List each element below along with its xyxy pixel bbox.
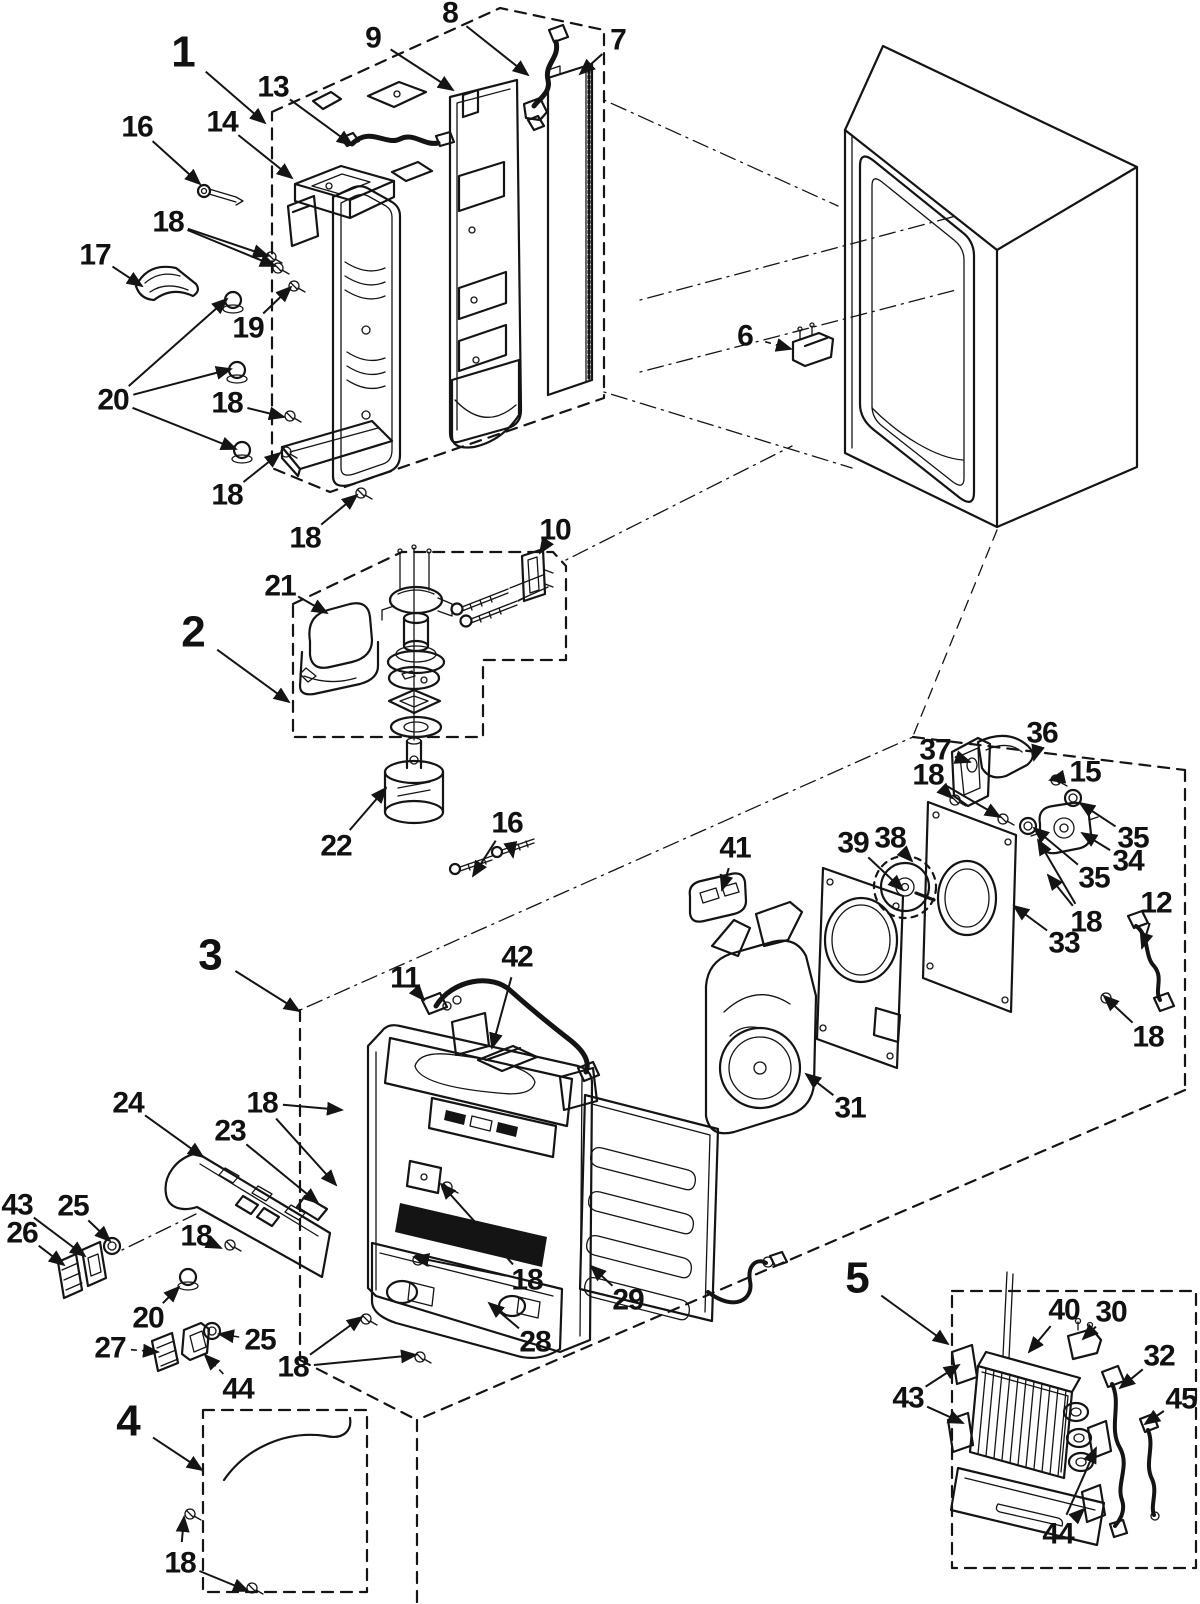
part-number-40: 40	[1048, 1293, 1080, 1327]
evap-fins	[978, 1368, 1066, 1476]
part-number-30: 30	[1095, 1295, 1127, 1329]
screw-18	[1101, 993, 1117, 1004]
screw-18	[247, 1583, 263, 1594]
callout-4-49	[116, 1397, 202, 1471]
part-number-21: 21	[264, 569, 296, 603]
part-number-12: 12	[1140, 886, 1172, 920]
callout-6-14	[737, 320, 791, 353]
plug-button-20	[227, 362, 247, 383]
leader-line	[1082, 833, 1110, 850]
callout-35-26	[1034, 828, 1110, 895]
part-number-2: 2	[181, 607, 205, 657]
part-number-43: 43	[892, 1381, 924, 1415]
door-liner-9	[450, 80, 521, 448]
part-number-15: 15	[1069, 755, 1101, 789]
callout-24-37	[112, 1087, 203, 1158]
evap-cover-frame-28	[361, 1025, 592, 1363]
leader-line	[1104, 996, 1133, 1023]
callout-16-19	[473, 807, 523, 877]
back-panel	[817, 868, 903, 1068]
callout-10-15	[539, 514, 571, 554]
leader-line	[244, 453, 281, 482]
part-number-3: 3	[198, 930, 222, 980]
wire-harness-13	[341, 132, 454, 146]
projection-lines	[566, 100, 956, 560]
leader-line	[310, 1317, 362, 1355]
part-number-4: 4	[116, 1396, 140, 1446]
callout-22-18	[320, 788, 386, 863]
part-number-18: 18	[912, 758, 944, 792]
part-number-18: 18	[277, 1350, 309, 1384]
callout-18-12	[211, 453, 280, 512]
door-assembly-group	[136, 8, 604, 499]
ff-cover-24	[166, 1153, 330, 1277]
leader-line	[163, 1287, 179, 1303]
callout-18-22	[912, 759, 1000, 818]
leader-line	[187, 230, 275, 266]
screw-18	[356, 488, 372, 499]
leader-line	[1029, 1326, 1051, 1352]
part-number-24: 24	[112, 1086, 144, 1120]
leader-line	[492, 977, 511, 1048]
part-number-35: 35	[1078, 861, 1110, 895]
fan-duct-31	[706, 902, 816, 1133]
part-number-19: 19	[232, 311, 264, 345]
leader-line	[722, 868, 729, 890]
callout-32-57	[1120, 1340, 1175, 1389]
callout-30-56	[1083, 1296, 1127, 1340]
callout-3-34	[198, 931, 299, 1012]
part-number-25: 25	[244, 1323, 276, 1357]
callout-9-2	[365, 22, 453, 91]
callout-45-58	[1145, 1383, 1197, 1425]
leader-line	[263, 287, 291, 314]
callout-20-10	[97, 299, 236, 449]
part-number-18: 18	[211, 478, 243, 512]
callout-18-7	[152, 206, 275, 267]
callout-27-45	[94, 1332, 158, 1365]
part-number-17: 17	[79, 238, 111, 272]
cabinet-top-face	[845, 46, 1137, 250]
leader-line	[955, 757, 970, 762]
part-number-16: 16	[121, 110, 153, 144]
callout-16-5	[121, 111, 200, 185]
leader-line	[34, 1218, 85, 1256]
plug-button-20	[223, 292, 243, 313]
part-number-9: 9	[365, 21, 381, 55]
callout-40-55	[1029, 1294, 1080, 1353]
callout-18-38	[246, 1087, 342, 1186]
part-number-16: 16	[491, 806, 523, 840]
callout-14-6	[206, 106, 292, 179]
part-number-39: 39	[837, 826, 869, 860]
part-number-36: 36	[1026, 716, 1058, 750]
callout-18-61	[164, 1517, 248, 1591]
leader-line	[215, 1245, 221, 1248]
part-number-18: 18	[211, 386, 243, 420]
part-number-18: 18	[1070, 905, 1102, 939]
leader-line	[88, 1220, 110, 1241]
part-number-8: 8	[442, 0, 458, 30]
cover-41	[690, 873, 746, 921]
part-number-35: 35	[1117, 821, 1149, 855]
callout-25-41	[57, 1190, 110, 1242]
part-number-32: 32	[1143, 1339, 1175, 1373]
part-number-29: 29	[612, 1283, 644, 1317]
screw-18	[273, 263, 289, 274]
leader-line	[1145, 1411, 1164, 1424]
part-number-6: 6	[737, 319, 753, 353]
leader-line	[153, 141, 200, 184]
icemaker-mount-stack	[382, 545, 452, 740]
leader-line	[806, 1074, 833, 1095]
part-number-44: 44	[222, 1372, 254, 1406]
part-number-13: 13	[257, 70, 289, 104]
leader-line	[591, 1266, 613, 1286]
leader-line	[182, 1517, 184, 1542]
leader-line	[419, 994, 424, 1000]
handle-17	[136, 267, 198, 300]
hinge-pin-16	[198, 185, 243, 205]
part-number-5: 5	[845, 1253, 869, 1303]
door-cap	[295, 166, 394, 218]
callout-11-35	[390, 962, 424, 1001]
plug-button-20	[232, 442, 252, 463]
part-number-41: 41	[719, 831, 751, 865]
plate-hole	[394, 91, 400, 97]
wire-harness-32	[1102, 1366, 1127, 1537]
callout-18-13	[289, 495, 357, 555]
leader-line	[217, 650, 289, 702]
door-panel-7	[548, 64, 592, 395]
screw-18	[266, 252, 282, 263]
opening-floor	[872, 408, 963, 460]
part-number-18: 18	[246, 1086, 278, 1120]
part-number-43: 43	[1, 1188, 33, 1222]
leader-line	[1034, 753, 1036, 760]
part-number-25: 25	[57, 1189, 89, 1223]
part-number-18: 18	[180, 1219, 212, 1253]
leader-line	[927, 1407, 963, 1423]
heater-tube	[224, 1470, 343, 1562]
part-number-31: 31	[834, 1091, 866, 1125]
part-number-45: 45	[1165, 1382, 1197, 1416]
fan-blade-38	[874, 856, 936, 918]
part-number-14: 14	[206, 105, 238, 139]
leader-line	[391, 49, 453, 90]
leader-line	[765, 342, 791, 349]
leader-line	[926, 1365, 959, 1387]
leader-line	[298, 597, 327, 614]
part-number-37: 37	[919, 733, 951, 767]
leader-line	[350, 788, 386, 830]
top-plates	[313, 82, 432, 181]
part-number-18: 18	[1132, 1020, 1164, 1054]
part-number-34: 34	[1112, 844, 1144, 878]
callout-12-30	[1140, 887, 1172, 949]
part-number-20: 20	[132, 1301, 164, 1335]
part-number-23: 23	[214, 1114, 246, 1148]
screw-18	[285, 411, 301, 422]
cabinet-group	[566, 46, 1137, 736]
leader-line	[235, 971, 299, 1011]
icemaker-body-21	[300, 603, 378, 694]
callout-26-42	[6, 1217, 64, 1266]
icemaker-screws	[452, 575, 549, 627]
leader-line	[205, 1355, 223, 1374]
wire-harness-45	[1140, 1414, 1159, 1520]
part-number-18: 18	[511, 1263, 543, 1297]
fan-plate-33	[923, 795, 1016, 1012]
part-number-10: 10	[539, 513, 571, 547]
leader-line	[881, 1296, 948, 1344]
wire-harness-8	[524, 25, 568, 130]
projection-line-bottom	[913, 530, 997, 736]
part-number-33: 33	[1048, 926, 1080, 960]
callout-5-54	[845, 1254, 948, 1345]
part-number-42: 42	[501, 940, 533, 974]
part-number-11: 11	[390, 961, 420, 995]
callout-31-53	[806, 1074, 866, 1125]
leader-line	[39, 1246, 64, 1265]
callout-25-46	[219, 1324, 276, 1357]
part-number-18: 18	[164, 1546, 196, 1580]
callout-17-8	[79, 239, 142, 287]
auger-motor-22	[385, 738, 443, 823]
leader-line	[283, 1105, 342, 1110]
screw-19	[289, 281, 305, 292]
part-number-26: 26	[6, 1216, 38, 1250]
callout-2-17	[181, 608, 289, 703]
defrost-heater-group	[185, 1410, 367, 1594]
callout-41-27	[719, 832, 751, 891]
part-number-1: 1	[171, 27, 195, 77]
evap-pipe	[1003, 1272, 1013, 1358]
part-number-27: 27	[94, 1331, 126, 1365]
leader-line	[466, 26, 528, 75]
leader-line	[1080, 803, 1116, 826]
leader-line	[321, 495, 357, 525]
part-number-7: 7	[610, 23, 626, 57]
leader-line	[314, 1355, 416, 1365]
callout-18-48	[277, 1317, 416, 1384]
screw-18	[185, 1509, 201, 1520]
callout-44-47	[205, 1355, 255, 1406]
callout-23-39	[214, 1115, 318, 1204]
leader-line	[199, 1571, 248, 1591]
leader-line	[943, 790, 952, 799]
leader-line	[188, 229, 268, 256]
leader-line	[473, 841, 496, 876]
leader-line	[219, 1334, 239, 1337]
leader-line	[247, 408, 284, 417]
leader-line	[153, 1438, 202, 1470]
bolts-16	[450, 839, 534, 874]
cabinet-right-face	[997, 167, 1137, 527]
heater-panel-29	[580, 1095, 787, 1321]
heater-tube-inner	[224, 1470, 343, 1562]
callout-20-44	[132, 1287, 179, 1335]
part-number-18: 18	[152, 205, 184, 239]
leader-line	[1014, 906, 1047, 931]
leader-line	[113, 267, 143, 286]
callout-15-23	[1050, 756, 1101, 789]
grommet-35	[1020, 818, 1036, 834]
part-number-18: 18	[289, 521, 321, 555]
leader-line	[145, 1115, 203, 1157]
wire-harness-12	[1128, 911, 1174, 1011]
screw-18	[281, 447, 297, 458]
part-number-38: 38	[874, 821, 906, 855]
leader-line	[1073, 1509, 1084, 1519]
callout-29-52	[591, 1266, 644, 1317]
part-number-22: 22	[320, 829, 352, 863]
part-number-44: 44	[1042, 1517, 1074, 1551]
small-parts-cluster	[58, 1214, 241, 1371]
part-number-28: 28	[519, 1325, 551, 1359]
thermostat-6	[793, 323, 833, 366]
callout-18-33	[1104, 996, 1164, 1054]
leader-line	[238, 135, 292, 178]
callout-38-29	[874, 822, 912, 862]
screw-15	[1051, 775, 1067, 786]
callout-18-43	[180, 1220, 221, 1253]
icemaker-assembly-group	[293, 545, 566, 874]
door-opening-outer	[860, 157, 974, 502]
callout-19-9	[232, 287, 291, 345]
dispenser-frame	[282, 186, 400, 486]
part-number-20: 20	[97, 383, 129, 417]
